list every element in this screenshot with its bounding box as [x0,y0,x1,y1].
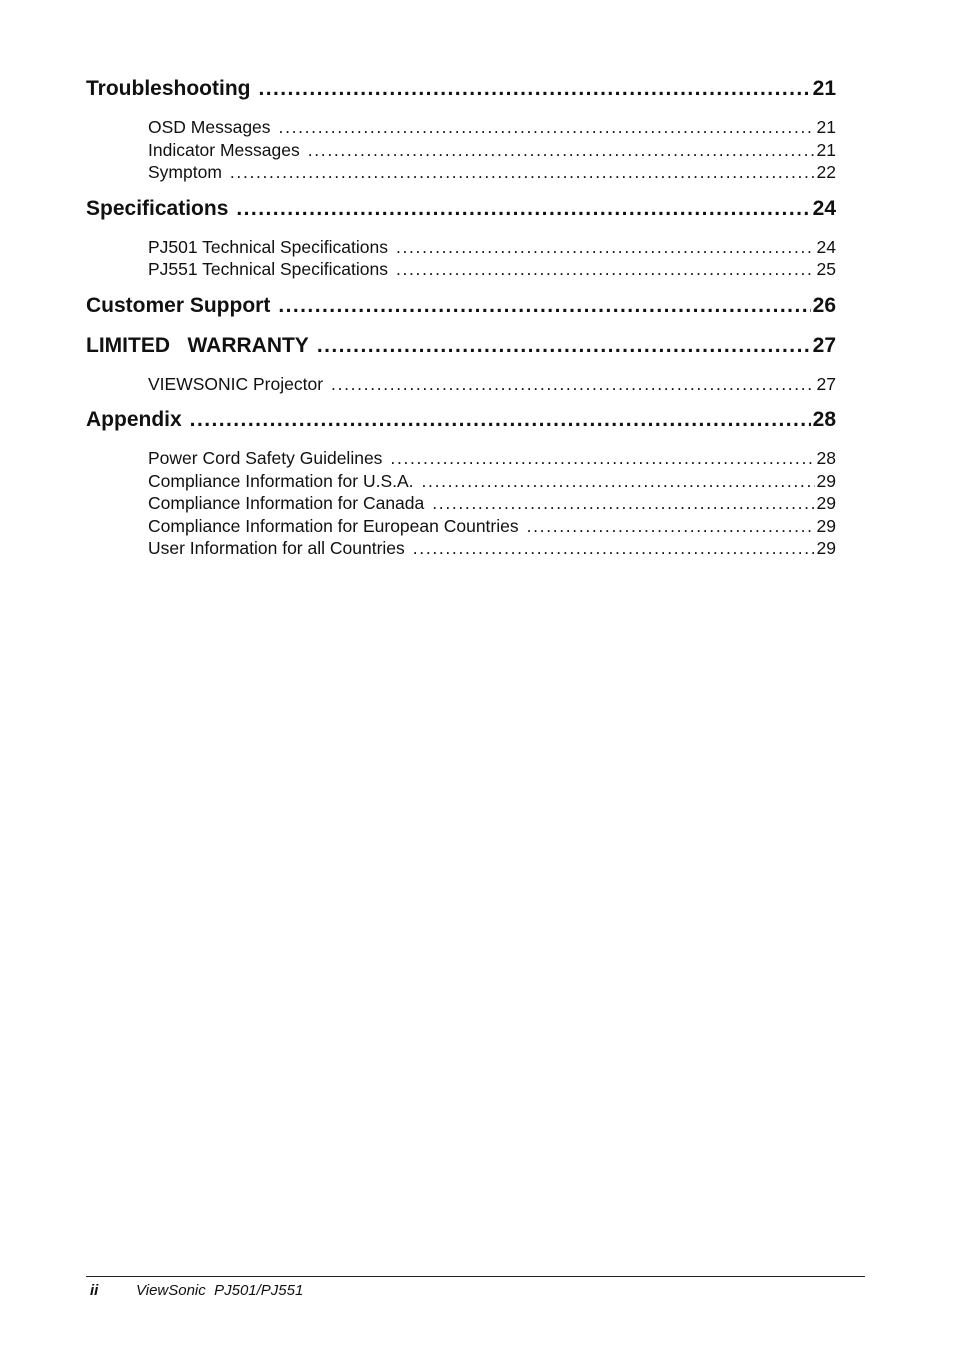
toc-heading-page: 21 [812,77,836,100]
toc-item-page: 29 [816,493,836,513]
toc-heading[interactable] [86,331,836,361]
toc-section-specifications [86,194,836,281]
dot-leader [390,447,814,470]
toc-item[interactable] [148,116,836,139]
toc-section-customer-support [86,291,836,331]
toc-item-label: PJ551 Technical Specifications [148,259,388,279]
toc-item[interactable] [148,492,836,515]
dot-leader [432,492,814,515]
toc-item[interactable] [148,373,836,396]
footer-divider [86,1276,865,1277]
toc-item-label: Compliance Information for Canada [148,493,425,513]
toc-heading[interactable] [86,405,836,435]
toc-item-page: 21 [816,117,836,137]
dot-leader [236,194,810,224]
footer-product-name: ViewSonic PJ501/PJ551 [136,1282,304,1299]
dot-leader [422,470,815,493]
toc-item-page: 29 [816,470,836,491]
toc-heading-title: Troubleshooting [86,77,251,100]
toc-item-label: VIEWSONIC Projector [148,373,324,394]
toc-item-page: 22 [816,162,836,182]
toc-item-label: OSD Messages [148,117,271,137]
dot-leader [331,373,814,396]
dot-leader [396,236,815,259]
toc-item[interactable] [148,236,836,259]
toc-item-label: Indicator Messages [148,139,300,160]
toc-item-page: 29 [816,538,836,558]
toc-section-appendix [86,405,836,560]
dot-leader [279,116,815,139]
dot-leader [317,331,811,361]
toc-heading-page: 27 [812,333,836,357]
toc-heading-page: 24 [812,196,836,220]
toc-item-label: PJ501 Technical Specifications [148,236,388,257]
toc-item-page: 29 [816,515,836,536]
toc-item[interactable] [148,447,836,470]
toc-heading[interactable] [86,194,836,224]
spacer [86,321,836,331]
toc-heading[interactable] [86,74,836,104]
toc-item[interactable] [148,537,836,560]
dot-leader [190,405,811,435]
toc-heading-title: Appendix [86,408,182,431]
toc-heading-page: 28 [812,408,836,431]
toc-heading-title: LIMITED WARRANTY [86,333,309,357]
toc-section-troubleshooting [86,74,836,184]
toc-heading-title: Specifications [86,196,229,220]
toc-section-limited-warranty [86,331,836,396]
dot-leader [230,161,815,184]
toc-heading-title: Customer Support [86,293,271,317]
toc-item-label: User Information for all Countries [148,538,405,558]
toc-item-label: Symptom [148,162,222,182]
toc-item-page: 21 [816,139,836,160]
dot-leader [308,139,815,162]
toc-item[interactable] [148,515,836,538]
footer-page-number: ii [90,1282,99,1299]
toc-item-page: 28 [816,448,836,468]
toc-item-label: Compliance Information for U.S.A. [148,470,414,491]
page-footer [90,1282,303,1299]
toc-heading[interactable] [86,291,836,321]
toc-item-page: 24 [816,236,836,257]
toc-subitems [86,373,836,396]
toc-item[interactable] [148,470,836,493]
table-of-contents [86,74,836,570]
dot-leader [527,515,815,538]
toc-item-label: Power Cord Safety Guidelines [148,448,383,468]
toc-heading-page: 26 [812,293,836,317]
toc-subitems [86,116,836,184]
dot-leader [413,537,815,560]
toc-item[interactable] [148,161,836,184]
toc-item-label: Compliance Information for European Countries [148,515,519,536]
toc-item[interactable] [148,139,836,162]
toc-item-page: 25 [816,259,836,279]
toc-item-page: 27 [816,373,836,394]
toc-subitems [86,447,836,560]
dot-leader [278,291,810,321]
toc-item[interactable] [148,258,836,281]
dot-leader [258,74,810,104]
toc-subitems [86,236,836,281]
dot-leader [396,258,815,281]
